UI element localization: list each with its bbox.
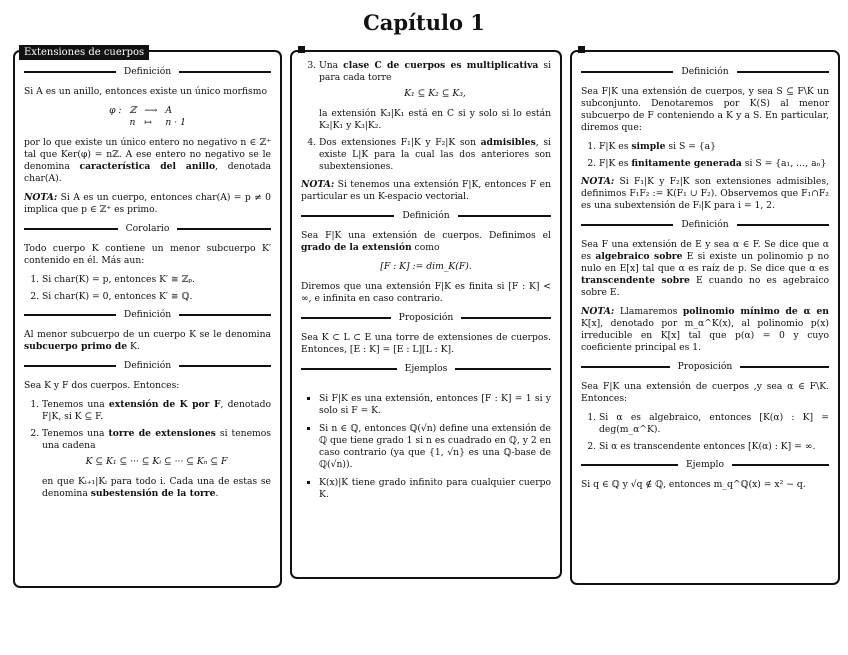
paragraph: Si q ∈ ℚ y √q ∉ ℚ, entonces m_q^ℚ(x) = x² − q. <box>581 479 806 490</box>
section-header-proposicion: Proposición <box>301 312 551 324</box>
proposition-list <box>581 412 829 453</box>
paragraph: Sea K y F dos cuerpos. Entonces: <box>24 380 180 391</box>
section-header-ejemplos: Ejemplos <box>301 363 551 375</box>
paragraph: Sea F|K una extensión de cuerpos, y sea S ⊆ F\K un subconjunto. Denotaremos por K(S) al menor subcuerpo de F conteniendo a K y a S. En particular, diremos que: <box>581 86 829 133</box>
section-tag: Extensiones de cuerpos <box>19 45 149 60</box>
paragraph: Sea F|K una extensión de cuerpos. Definimos el grado de la extensión como <box>301 230 551 253</box>
list-item: ▪ Si F|K es una extensión, entonces [F : K] = 1 si y solo si F = K. <box>319 393 551 417</box>
column-2 <box>290 50 562 579</box>
section-header-corolario: Corolario <box>24 223 271 235</box>
section-header-definicion: Definición <box>24 360 271 372</box>
list-item: 2. Si char(K) = 0, entonces K′ ≅ ℚ. <box>42 291 271 303</box>
nota: NOTA: Si A es un cuerpo, entonces char(A) = p ≠ 0 implica que p ∈ ℤ⁺ es primo. <box>24 192 271 215</box>
section-header-definicion: Definición <box>24 309 271 321</box>
paragraph: Al menor subcuerpo de un cuerpo K se le denomina subcuerpo primo de K. <box>24 329 271 352</box>
paragraph: Sea K ⊂ L ⊂ E una torre de extensiones de cuerpos. Entonces, [E : K] = [E : L][L : K]. <box>301 332 551 355</box>
paragraph: Todo cuerpo K contiene un menor subcuerpo K′ contenido en él. Más aun: <box>24 243 271 266</box>
definition-list <box>24 399 271 500</box>
list-item: 1. Si α es algebraico, entonces [K(α) : K] = deg(m_α^K). <box>599 412 829 436</box>
paragraph: Diremos que una extensión F|K es finita si [F : K] < ∞, e infinita en caso contrario. <box>301 281 551 304</box>
paragraph: Sea F|K una extensión de cuerpos ,y sea α ∈ F\K. Entonces: <box>581 381 829 404</box>
section-header-definicion: Definición <box>581 219 829 231</box>
list-item: 2. Si α es transcendente entonces [K(α) : K] = ∞. <box>599 441 829 453</box>
paragraph: por lo que existe un único entero no negativo n ∈ ℤ⁺ tal que Ker(φ) = nℤ. A ese entero no negativo se le denomina característica del anillo, denotada char(A). <box>24 137 272 184</box>
section-header-definicion: Definición <box>581 66 829 78</box>
definition-list <box>581 141 829 170</box>
list-item: 1. Si char(K) = p, entonces K′ ≅ ℤₚ. <box>42 274 271 286</box>
list-item: 2. Tenemos una torre de extensiones si tenemos una cadena K ⊆ K₁ ⊆ ··· ⊆ Kᵢ ⊆ ··· ⊆ Kₙ ⊆ F en que Kᵢ₊₁|Kᵢ para todo i. Cada una de estas se denomina subestensión de la torre. <box>42 428 271 500</box>
morphism-map: φ : ℤ ⟶ A n ↦ n · 1 <box>109 105 186 128</box>
nota: NOTA: Si F₁|K y F₂|K son extensiones admisibles, definimos F₁F₂ := K(F₁ ∪ F₂). Observemos que F₁∩F₂ es una subextensión de Fᵢ|K para i = 1, 2. <box>581 176 829 211</box>
corner-marker <box>298 46 305 53</box>
degree-formula: [F : K] := dim_K(F). <box>380 261 472 272</box>
examples-list <box>301 393 551 501</box>
list-item: 1. Tenemos una extensión de K por F, denotado F|K, si K ⊆ F. <box>42 399 271 423</box>
corolario-list <box>24 274 271 303</box>
chapter-title: Capítulo 1 <box>363 10 485 35</box>
tower: K₁ ⊆ K₂ ⊆ K₃, <box>404 88 466 99</box>
list-item: 3. Una clase C de cuerpos es multiplicativa si para cada torre K₁ ⊆ K₂ ⊆ K₃, la extensión K₃|K₁ está en C si y solo si lo están K₂|K₁ y K₃|K₂. <box>319 60 551 132</box>
paragraph: Si A es un anillo, entonces existe un único morfismo <box>24 86 267 97</box>
section-header-ejemplo: Ejemplo <box>581 459 829 471</box>
corner-marker <box>578 46 585 53</box>
column-1 <box>13 50 282 588</box>
column-3 <box>570 50 840 585</box>
definition-list-continued <box>301 60 551 173</box>
paragraph: Sea F una extensión de E y sea α ∈ F. Se dice que α es algebraico sobre E si existe un polinomio p no nulo en E[x] tal que α es raíz de p. Se dice que α es transcendente sobre E cuando no es agebraico sobre E. <box>581 239 829 298</box>
list-item: 2. F|K es finitamente generada si S = {a₁, …, aₙ} <box>599 158 829 170</box>
section-header-definicion: Definición <box>24 66 271 78</box>
nota: NOTA: Si tenemos una extensión F|K, entonces F en particular es un K-espacio vectorial. <box>301 179 551 202</box>
list-item: 1. F|K es simple si S = {a} <box>599 141 829 153</box>
nota: NOTA: Llamaremos polinomio mínimo de α en K[x], denotado por m_α^K(x), al polinomio p(x) irreducible en K[x] tal que p(α) = 0 y cuyo coeficiente principal es 1. <box>581 306 829 353</box>
section-header-definicion: Definición <box>301 210 551 222</box>
section-header-proposicion: Proposición <box>581 361 829 373</box>
list-item: 4. Dos extensiones F₁|K y F₂|K son admisibles, si existe L|K para la cual las dos anteriores son subextensiones. <box>319 137 551 173</box>
list-item: ▪ K(x)|K tiene grado infinito para cualquier cuerpo K. <box>319 477 551 501</box>
tower-chain: K ⊆ K₁ ⊆ ··· ⊆ Kᵢ ⊆ ··· ⊆ Kₙ ⊆ F <box>85 456 228 467</box>
list-item: ▪ Si n ∈ ℚ, entonces ℚ(√n) define una extensión de ℚ que tiene grado 1 si n es cuadrado en ℚ, y 2 en caso contrario (ya que {1, √n} es una ℚ-base de ℚ(√n)). <box>319 423 551 471</box>
